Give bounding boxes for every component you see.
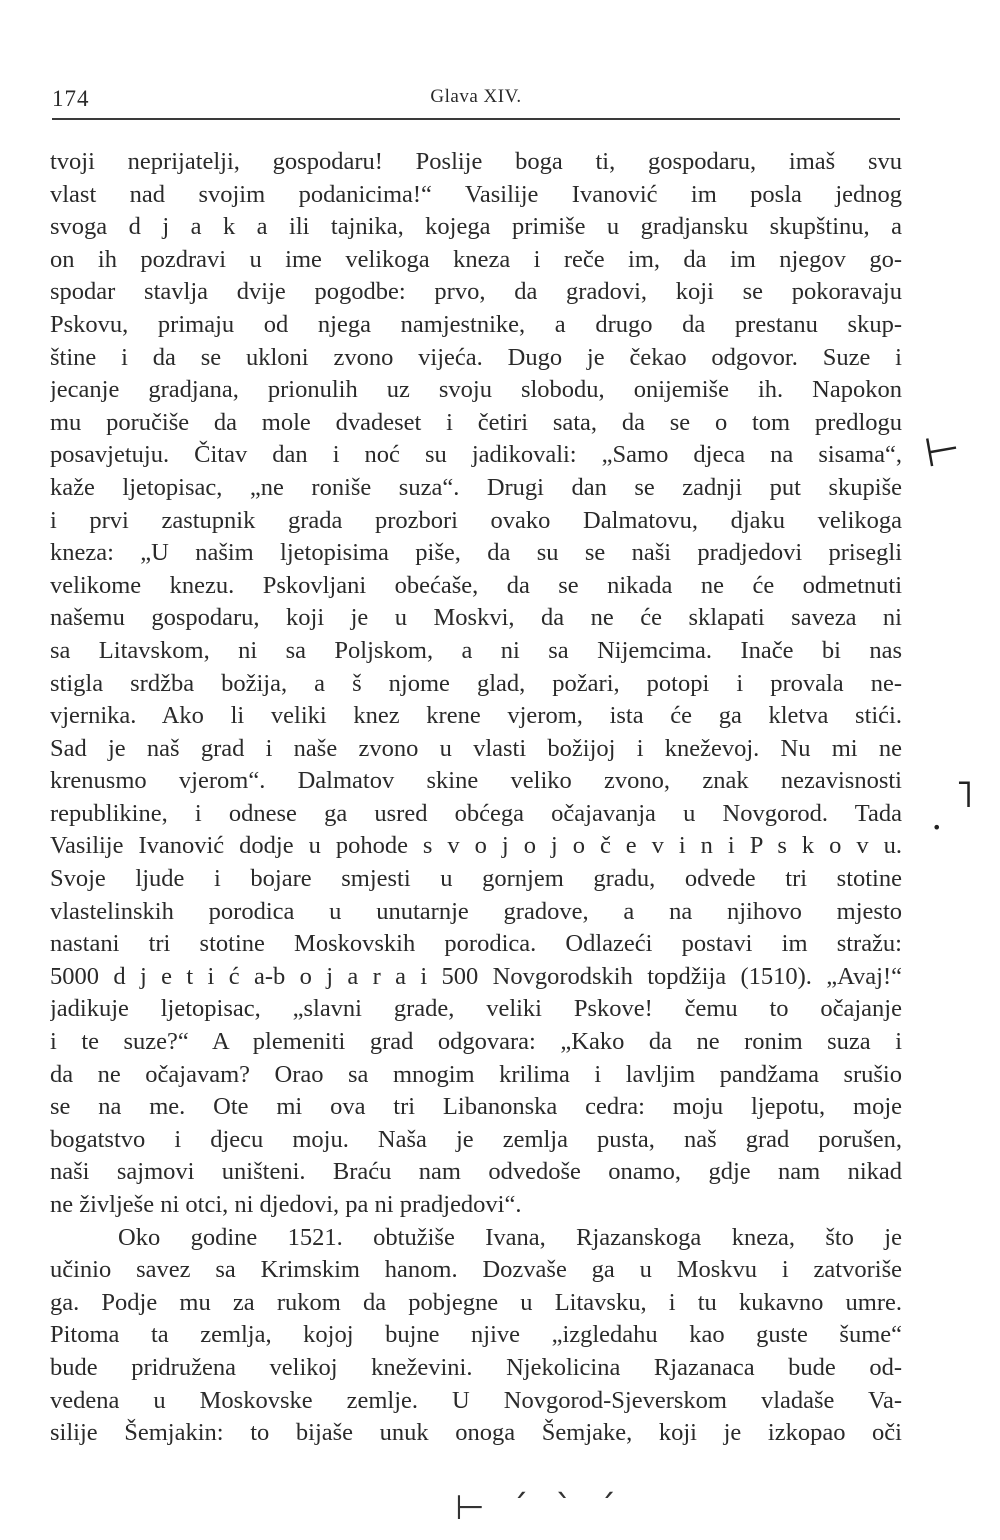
text-line: štine i da se ukloni zvono vijeća. Dugo je čekao odgovor. Suze i [50,343,902,371]
running-head: Glava XIV. [430,86,522,107]
text-line: i te suze?“ A plemeniti grad odgovara: „Kako da ne ronim suza i [50,1028,902,1056]
text-line: bude pridružena velikoj kneževini. Njekolicina Rjazanaca bude od- [50,1353,902,1381]
text-line: Svoje ljude i bojare smjesti u gornjem gradu, odvede tri stotine [50,865,902,893]
text-line: republikine, i odnese ga usred obćega očajavanja u Novgorod. Tada [50,799,902,827]
text-line: Vasilije Ivanović dodje u pohode s v o j o j o č e v i n i P s k o v u. [50,832,902,860]
text-line: kaže ljetopisac, „ne roniše suza“. Drugi dan se zadnji put skupiše [50,473,902,501]
text-line: silije Šemjakin: to bijaše unuk onoga Šemjake, koji je izkopao oči [50,1419,902,1447]
text-line: učinio savez sa Krimskim hanom. Dozvaše ga u Moskvu i zatvoriše [50,1256,902,1284]
text-line: naši sajmovi uništeni. Braću nam odvedoše onamo, gdje nam nikad [50,1158,902,1186]
handwritten-scribble: ⊢ ˊ ˋ ˊ [455,1488,625,1528]
text-line: vedena u Moskovske zemlje. U Novgorod-Sjeverskom vladaše Va- [50,1386,902,1414]
text-line: da ne očajavam? Orao sa mnogim krilima i lavljim pandžama srušio [50,1060,902,1088]
text-line: vjernika. Ako li veliki knez krene vjerom, ista će ga kletva stići. [50,702,902,730]
text-line: nastani tri stotine Moskovskih porodica. Odlazeći postavi im stražu: [50,930,902,958]
body-text [50,146,902,1450]
text-line: velikome knezu. Pskovljani obećaše, da se nikada ne će odmetnuti [50,571,902,599]
text-line: krenusmo vjerom“. Dalmatov skine veliko zvono, znak nezavisnosti [50,767,902,795]
page-number: 174 [52,86,90,111]
text-line: tvoji neprijatelji, gospodaru! Poslije boga ti, gospodaru, imaš svu [50,148,902,175]
text-line: posavjetuju. Čitav dan i noć su jadikovali: „Samo djeca na sisama“, [50,441,902,469]
text-line: se na me. Ote mi ova tri Libanonska cedra: moju ljepotu, moje [50,1093,902,1121]
text-line: vlastelinskih porodica u unutarnje gradove, a na njihovo mjesto [50,897,902,925]
text-line: mu poručiše da mole dvadeset i četiri sata, da se o tom predlogu [50,408,902,436]
text-line: on ih pozdravi u ime velikoga kneza i reče im, da im njegov go- [50,245,902,273]
text-line: kneza: „U našim ljetopisima piše, da su se naši pradjedovi prisegli [50,539,902,567]
text-line: svoga d j a k a ili tajnika, kojega primiše u gradjansku skupštinu, a [50,213,902,241]
text-line: i prvi zastupnik grada prozbori ovako Dalmatovu, djaku velikoga [50,506,902,534]
page-header [52,86,900,116]
text-line: ne življeše ni otci, ni djedovi, pa ni pradjedovi“. [50,1191,522,1218]
text-line: Sad je naš grad i naše zvono u vlasti božijoj i kneževoj. Nu mi ne [50,734,902,762]
text-line: sa Litavskom, ni sa Poljskom, a ni sa Nijemcima. Inače bi nas [50,636,902,664]
text-line: našemu gospodaru, koji je u Moskvi, da ne će sklapati saveza ni [50,604,902,632]
margin-annotation-mark: ⊢ [921,425,964,477]
text-line: spodar stavlja dvije pogodbe: prvo, da gradovi, koji se pokoravaju [50,278,902,306]
text-line: vlast nad svojim podanicima!“ Vasilije Ivanović im posla jednog [50,180,902,208]
text-line: bogatstvo i djecu moju. Naša je zemlja pusta, naš grad porušen, [50,1125,902,1153]
text-line: Pskovu, primaju od njega namjestnike, a drugo da prestanu skup- [50,310,902,338]
text-line: Oko godine 1521. obtužiše Ivana, Rjazanskoga kneza, što je [118,1223,902,1251]
text-line: jecanje gradjana, prionulih uz svoju slobodu, onijemiše ih. Napokon [50,376,902,404]
text-line: 5000 d j e t i ć a-b o j a r a i 500 Novgorodskih topdžija (1510). „Avaj!“ [50,962,902,990]
text-line: jadikuje ljetopisac, „slavni grade, veliki Pskove! čemu to očajanje [50,995,902,1023]
text-line: Pitoma ta zemlja, kojoj bujne njive „izgledahu kao guste šume“ [50,1321,902,1349]
text-line: stigla srdžba božija, a š njome glad, požari, potopi i provala ne- [50,669,902,697]
margin-annotation-mark: ˥ [955,772,974,816]
margin-annotation-dot: • [932,818,942,837]
header-rule [52,118,900,120]
text-line: ga. Podje mu za rukom da pobjegne u Litavsku, i tu kukavno umre. [50,1288,902,1316]
